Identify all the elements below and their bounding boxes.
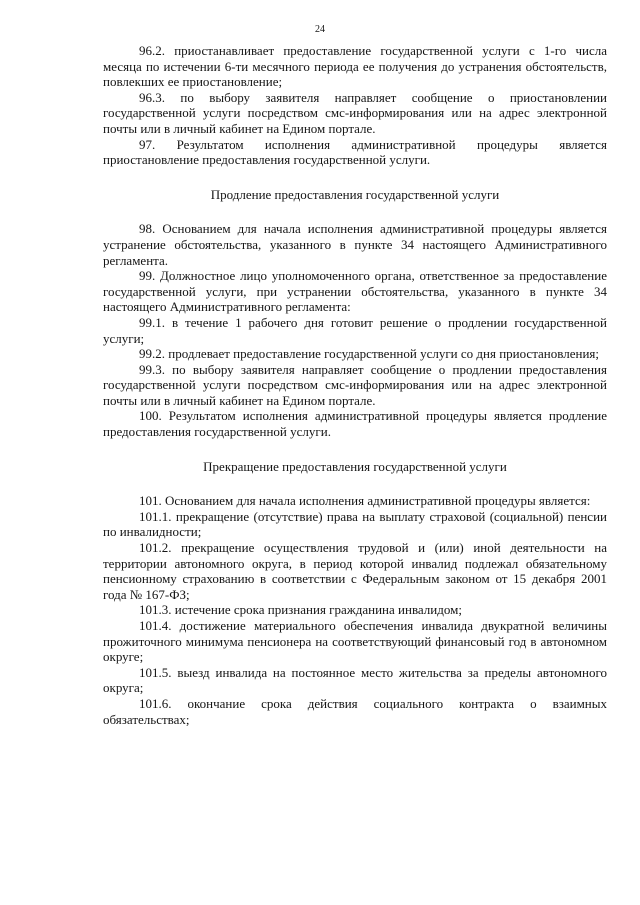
paragraph-96-2: 96.2. приостанавливает предоставление государственной услуги с 1-го числа месяца по истечении 6-ти месячного периода ее получения до устранения обстоятельств, повлекших ее приостановление; bbox=[103, 43, 607, 90]
paragraph-101-5: 101.5. выезд инвалида на постоянное место жительства за пределы автономного округа; bbox=[103, 664, 607, 696]
paragraph-101-1: 101.1. прекращение (отсутствие) права на выплату страховой (социальной) пенсии по инвалидности; bbox=[103, 508, 607, 540]
paragraph-99: 99. Должностное лицо уполномоченного органа, ответственное за предоставление государственной услуги, при устранении обстоятельства, указанного в пункте 34 настоящего Административного регламента: bbox=[103, 268, 607, 315]
paragraph-101-2: 101.2. прекращение осуществления трудовой и (или) иной деятельности на территории автономного округа, в период которой инвалид подлежал обязательному пенсионному страхованию в соответствии с Федеральным законом от 15 декабря 2001 года № 167-ФЗ; bbox=[103, 540, 607, 602]
paragraph-100: 100. Результатом исполнения административной процедуры является продление предоставления государственной услуги. bbox=[103, 408, 607, 440]
paragraph-96-3: 96.3. по выбору заявителя направляет сообщение о приостановлении государственной услуги посредством смс-информирования или на адрес электронной почты или в личный кабинет на Едином портале. bbox=[103, 89, 607, 136]
paragraph-99-3: 99.3. по выбору заявителя направляет сообщение о продлении предоставления государственной услуги посредством смс-информирования или на адрес электронной почты или в личный кабинет на Едином портале. bbox=[103, 361, 607, 408]
document-body bbox=[103, 43, 607, 727]
paragraph-98: 98. Основанием для начала исполнения административной процедуры является устранение обстоятельства, указанного в пункте 34 настоящего Административного регламента. bbox=[103, 221, 607, 268]
heading-extension: Продление предоставления государственной услуги bbox=[210, 186, 500, 202]
paragraph-101-3: 101.3. истечение срока признания гражданина инвалидом; bbox=[139, 602, 462, 618]
heading-termination: Прекращение предоставления государственной услуги bbox=[203, 458, 507, 474]
section-spacer bbox=[103, 202, 607, 221]
paragraph-101-6: 101.6. окончание срока действия социального контракта о взаимных обязательствах; bbox=[103, 695, 607, 727]
paragraph-101-4: 101.4. достижение материального обеспечения инвалида двукратной величины прожиточного минимума пенсионера на соответствующий финансовый год в автономном округе; bbox=[103, 618, 607, 665]
page-number: 24 bbox=[315, 24, 325, 35]
paragraph-97: 97. Результатом исполнения административной процедуры является приостановление предоставления государственной услуги. bbox=[103, 136, 607, 168]
section-spacer bbox=[103, 474, 607, 493]
section-spacer bbox=[103, 168, 607, 187]
paragraph-101: 101. Основанием для начала исполнения административной процедуры является: bbox=[139, 493, 591, 509]
paragraph-99-2: 99.2. продлевает предоставление государственной услуги со дня приостановления; bbox=[139, 346, 599, 362]
paragraph-99-1: 99.1. в течение 1 рабочего дня готовит решение о продлении государственной услуги; bbox=[103, 314, 607, 346]
section-spacer bbox=[103, 440, 607, 459]
